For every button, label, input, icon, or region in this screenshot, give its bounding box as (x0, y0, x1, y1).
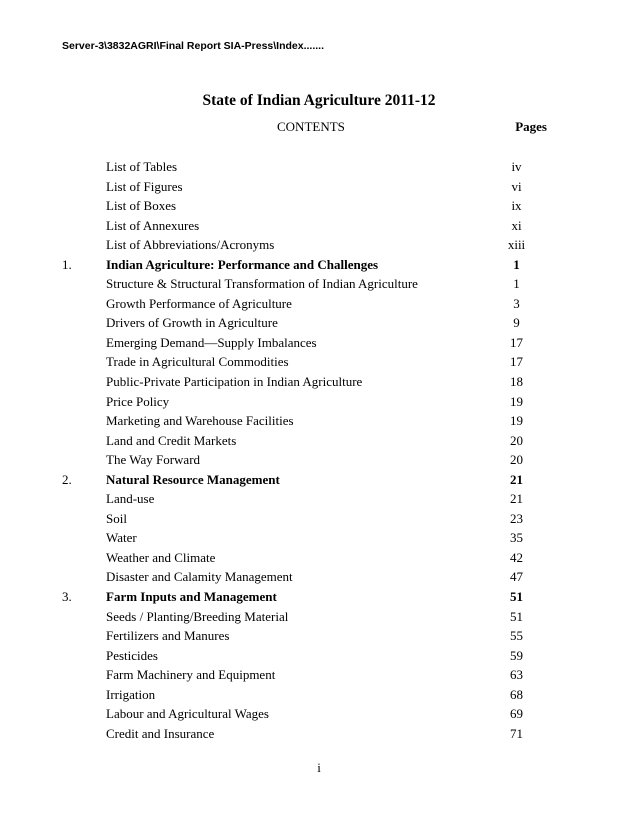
toc-entry-title: Marketing and Warehouse Facilities (106, 413, 294, 429)
toc-entry-title: Drivers of Growth in Agriculture (106, 315, 278, 331)
toc-page-number: 9 (513, 315, 520, 331)
toc-entry-title: Land-use (106, 491, 155, 507)
toc-page-number: 68 (510, 686, 523, 702)
toc-page-number: 35 (510, 530, 523, 546)
toc-entry-title: Emerging Demand—Supply Imbalances (106, 334, 317, 350)
toc-entry-row (0, 450, 638, 470)
contents-heading: CONTENTS (277, 119, 345, 134)
toc-chapter-number: 1. (62, 256, 72, 272)
toc-entry-row (0, 685, 638, 705)
toc-entry-title: Credit and Insurance (106, 725, 215, 741)
document-title: State of Indian Agriculture 2011-12 (202, 92, 436, 109)
toc-entry-row (0, 333, 638, 353)
toc-entry-title: Farm Machinery and Equipment (106, 667, 276, 683)
toc-page-number: ix (511, 198, 522, 214)
toc-entry-title: Price Policy (106, 393, 170, 409)
toc-page-number: 63 (510, 667, 523, 683)
toc-entry-title: Public-Private Participation in Indian Agriculture (106, 374, 363, 390)
toc-chapter-number: 2. (62, 471, 72, 487)
toc-chapter-row (0, 470, 638, 490)
toc-entry-row (0, 274, 638, 294)
toc-entry-row (0, 509, 638, 529)
toc-page-number: vi (511, 178, 522, 194)
toc-entry-title: Soil (106, 510, 127, 526)
toc-page-number: 18 (510, 374, 523, 390)
toc-entry-title: List of Abbreviations/Acronyms (106, 237, 275, 253)
toc-page-number: 1 (513, 256, 520, 272)
toc-entry-title: The Way Forward (106, 452, 201, 468)
toc-entry-row (0, 177, 638, 197)
toc-chapter-row (0, 255, 638, 275)
toc-entry-title: List of Figures (106, 178, 183, 194)
pages-column-heading: Pages (515, 119, 547, 134)
toc-entry-title: Water (106, 530, 137, 546)
toc-entry-row (0, 665, 638, 685)
toc-entry-row (0, 704, 638, 724)
toc-entry-row (0, 567, 638, 587)
toc-page-number: 17 (510, 354, 523, 370)
toc-entry-row (0, 235, 638, 255)
toc-entry-title: Indian Agriculture: Performance and Challenges (106, 256, 379, 272)
toc-entry-row (0, 548, 638, 568)
toc-page-number: 59 (510, 647, 523, 663)
toc-entry-title: Fertilizers and Manures (106, 628, 230, 644)
toc-entry-row (0, 372, 638, 392)
toc-entry-row (0, 528, 638, 548)
toc-entry-title: Structure & Structural Transformation of Indian Agriculture (106, 276, 418, 292)
toc-page-number: 71 (510, 725, 523, 741)
toc-entry-title: Irrigation (106, 686, 156, 702)
toc-page-number: 19 (510, 413, 523, 429)
toc-page-number: 47 (510, 569, 523, 585)
toc-entry-title: Disaster and Calamity Management (106, 569, 293, 585)
toc-page-number: 20 (510, 452, 523, 468)
toc-page-number: 3 (513, 295, 520, 311)
toc-entry-title: List of Annexures (106, 217, 200, 233)
toc-page-number: 1 (513, 276, 520, 292)
toc-entry-row (0, 431, 638, 451)
toc-entry-row (0, 216, 638, 236)
toc-chapter-number: 3. (62, 589, 72, 605)
toc-entry-row (0, 352, 638, 372)
page-number-footer: i (317, 760, 321, 775)
toc-page-number: 21 (510, 471, 523, 487)
toc-entry-row (0, 607, 638, 627)
toc-entry-title: List of Tables (106, 159, 178, 174)
toc-entry-row (0, 313, 638, 333)
toc-page-number: 21 (510, 491, 523, 507)
toc-entry-title: Seeds / Planting/Breeding Material (106, 608, 289, 624)
toc-page-number: xi (511, 217, 522, 233)
toc-chapter-row (0, 587, 638, 607)
toc-page-number: 51 (510, 589, 523, 605)
toc-page-number: 69 (510, 706, 523, 722)
toc-entry-title: Weather and Climate (106, 549, 216, 565)
toc-entry-row (0, 157, 638, 177)
toc-page-number: 20 (510, 432, 523, 448)
toc-entry-row (0, 392, 638, 412)
table-of-contents (0, 157, 638, 743)
toc-entry-title: Natural Resource Management (106, 471, 280, 487)
toc-page-number: 17 (510, 334, 523, 350)
toc-entry-row (0, 724, 638, 744)
toc-entry-title: Growth Performance of Agriculture (106, 295, 292, 311)
toc-entry-row (0, 489, 638, 509)
toc-page-number: 55 (510, 628, 523, 644)
toc-entry-row (0, 196, 638, 216)
toc-entry-row (0, 646, 638, 666)
toc-entry-row (0, 294, 638, 314)
toc-entry-title: Pesticides (106, 647, 158, 663)
toc-page-number: 51 (510, 608, 523, 624)
toc-entry-title: Labour and Agricultural Wages (106, 706, 269, 722)
toc-page-number: xiii (507, 237, 526, 253)
toc-page-number: 19 (510, 393, 523, 409)
toc-entry-row (0, 626, 638, 646)
toc-page-number: 23 (510, 510, 523, 526)
toc-entry-row (0, 411, 638, 431)
toc-page-number: 42 (510, 549, 523, 565)
toc-entry-title: Farm Inputs and Management (106, 589, 277, 605)
toc-entry-title: Trade in Agricultural Commodities (106, 354, 289, 370)
file-path-header: Server-3\3832AGRI\Final Report SIA-Press\Index....... (62, 40, 325, 52)
toc-entry-title: List of Boxes (106, 198, 177, 214)
toc-entry-title: Land and Credit Markets (106, 432, 237, 448)
toc-page-number: iv (511, 159, 522, 174)
